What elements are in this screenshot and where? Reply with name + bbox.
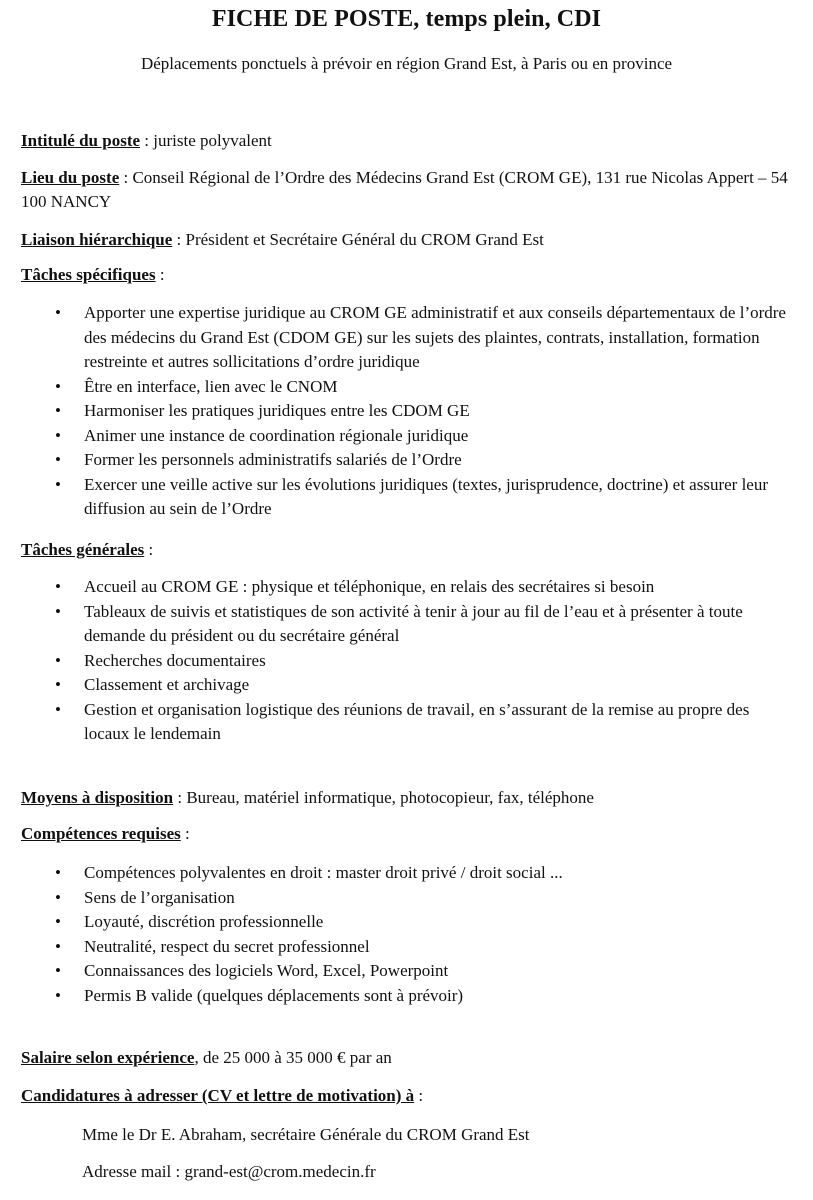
taches-specifiques-list xyxy=(0,301,810,522)
competences-heading xyxy=(21,822,801,846)
moyens-label: Moyens à disposition xyxy=(21,788,174,807)
list-item: • Gestion et organisation logistique des réunions de travail, en s’assurant de la remise au propre des locaux le lendemain xyxy=(0,698,810,747)
candidatures-label: Candidatures à adresser (CV et lettre de motivation) à xyxy=(21,1086,415,1105)
list-item: • Être en interface, lien avec le CNOM xyxy=(0,375,810,400)
competences-list xyxy=(0,861,810,1008)
liaison-label: Liaison hiérarchique xyxy=(21,230,173,249)
page-title: FICHE DE POSTE, temps plein, CDI xyxy=(211,6,602,32)
list-item: • Harmoniser les pratiques juridiques entre les CDOM GE xyxy=(0,399,810,424)
contact-name: Mme le Dr E. Abraham, secrétaire Générale du CROM Grand Est xyxy=(82,1125,530,1144)
liaison-line xyxy=(21,228,801,252)
list-item: • Classement et archivage xyxy=(0,673,810,698)
taches-generales-heading xyxy=(21,538,801,562)
salaire-label: Salaire selon expérience xyxy=(21,1048,195,1067)
taches-specifiques-suffix: : xyxy=(155,265,165,284)
list-item: • Animer une instance de coordination régionale juridique xyxy=(0,424,810,449)
list-item: • Recherches documentaires xyxy=(0,649,810,674)
taches-specifiques-heading xyxy=(21,263,801,287)
moyens-value: : Bureau, matériel informatique, photocopieur, fax, téléphone xyxy=(173,788,594,807)
list-item: • Loyauté, discrétion professionnelle xyxy=(0,910,810,935)
candidatures-suffix: : xyxy=(414,1086,424,1105)
list-item: • Accueil au CROM GE : physique et téléphonique, en relais des secrétaires si besoin xyxy=(0,575,810,600)
list-item: • Connaissances des logiciels Word, Excel, Powerpoint xyxy=(0,959,810,984)
page-subtitle: Déplacements ponctuels à prévoir en région Grand Est, à Paris ou en province xyxy=(140,54,673,73)
competences-suffix: : xyxy=(180,824,190,843)
lieu-line xyxy=(21,166,801,214)
list-item: • Sens de l’organisation xyxy=(0,886,810,911)
intitule-line xyxy=(21,129,801,153)
list-item: • Tableaux de suivis et statistiques de son activité à tenir à jour au fil de l’eau et à présenter à toute demande du président ou du secrétaire général xyxy=(0,600,810,649)
moyens-line xyxy=(21,786,801,810)
list-item: • Permis B valide (quelques déplacements sont à prévoir) xyxy=(0,984,810,1009)
intitule-value: : juriste polyvalent xyxy=(140,131,272,150)
list-item: • Apporter une expertise juridique au CROM GE administratif et aux conseils départementaux de l’ordre des médecins du Grand Est (CDOM GE) sur les sujets des plaintes, contrats, installation, formation restreinte et autres sollicitations d’ordre juridique xyxy=(0,301,810,375)
list-item: • Compétences polyvalentes en droit : master droit privé / droit social ... xyxy=(0,861,810,886)
competences-label: Compétences requises xyxy=(21,824,181,843)
liaison-value: : Président et Secrétaire Général du CROM Grand Est xyxy=(172,230,544,249)
lieu-label: Lieu du poste xyxy=(21,168,120,187)
list-item: • Former les personnels administratifs salariés de l’Ordre xyxy=(0,448,810,473)
candidatures-line xyxy=(21,1084,801,1108)
list-item: • Exercer une veille active sur les évolutions juridiques (textes, jurisprudence, doctrine) et assurer leur diffusion au sein de l’Ordre xyxy=(0,473,810,522)
salaire-line xyxy=(21,1046,801,1070)
contact-email: Adresse mail : grand-est@crom.medecin.fr xyxy=(82,1162,376,1181)
intitule-label: Intitulé du poste xyxy=(21,131,141,150)
taches-generales-list xyxy=(0,575,810,747)
list-item: • Neutralité, respect du secret professionnel xyxy=(0,935,810,960)
taches-generales-label: Tâches générales xyxy=(21,540,145,559)
taches-generales-suffix: : xyxy=(144,540,154,559)
salaire-value: , de 25 000 à 35 000 € par an xyxy=(194,1048,392,1067)
lieu-value: : Conseil Régional de l’Ordre des Médecins Grand Est (CROM GE), 131 rue Nicolas Appert – 54 100 NANCY xyxy=(21,168,788,211)
taches-specifiques-label: Tâches spécifiques xyxy=(21,265,156,284)
